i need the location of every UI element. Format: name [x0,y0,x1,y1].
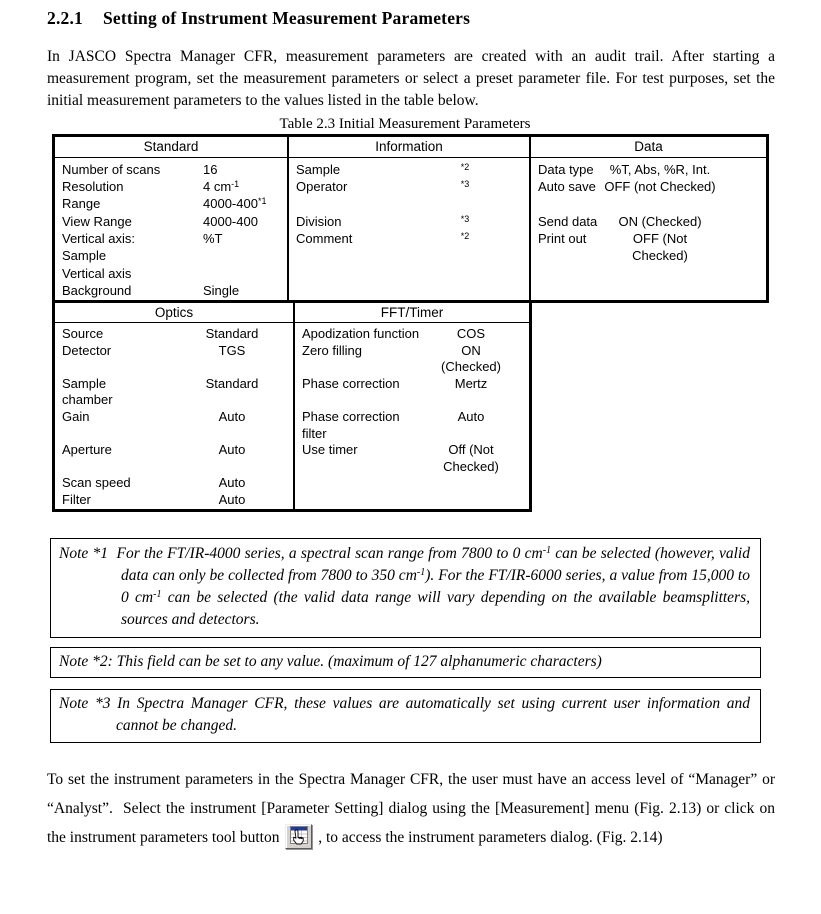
closing-text-after-button: , to access the instrument parameters dialog. (Fig. 2.14) [314,829,663,846]
row-value: Single [203,283,240,299]
row-value: Auto [218,491,246,507]
row-value: ON (Checked) [618,213,702,229]
fft-timer-column-header: FFT/Timer [295,303,529,324]
row-value: Mertz [454,375,488,391]
optics-column-body [55,323,293,509]
row-label: Division [296,213,342,229]
table-row [531,247,766,264]
row-label: Scan speed [62,475,131,491]
row-label: Background [62,283,132,299]
row-value: *2 [460,161,470,172]
table-row [55,247,287,264]
row-value: OFF (Not [632,231,688,247]
table-row [55,282,287,299]
table-row [289,161,529,178]
optics-column-header: Optics [55,303,293,324]
row-value: COS [456,326,486,341]
parameter-setting-hand-icon [287,826,310,847]
row-label: Filter [62,491,91,507]
row-label: Detector [62,342,112,358]
instrument-parameters-tool-button [285,824,312,849]
table-row [289,230,529,247]
table-row [55,475,293,492]
row-value: 16 [203,161,218,177]
note-2-text: Note *2: This field can be set to any value. (maximum of 127 alphanumeric characters) [59,653,602,670]
data-column [531,137,766,300]
table-row [55,343,293,360]
row-value: ON [461,342,481,358]
row-label: Sample [296,161,341,177]
table-row [295,459,529,476]
section-number: 2.2.1 [47,8,83,28]
row-label: Auto save [538,178,596,194]
row-value: TGS [218,342,246,358]
row-value: 4 $cm^{-1}$ [203,178,240,194]
intro-paragraph: In JASCO Spectra Manager CFR, measurement parameters are created with an audit trail. After starting a measurement program, set the measurement parameters or select a preset parameter file. For test purposes, set the initial measurement parameters to the values listed in the table below. [47,48,775,109]
table-row [295,492,529,509]
table-row [55,492,293,509]
section-heading [0,0,821,30]
row-value: Standard [205,375,259,391]
table-row [531,195,766,212]
data-column-header: Data [531,137,766,158]
row-label: Apodization function [302,326,420,341]
row-label: Operator [296,178,348,194]
row-value: Off (Not [448,442,494,458]
row-label: View Range [62,213,132,229]
table-row [55,426,293,443]
table-row [531,213,766,230]
row-label: filter [302,425,327,441]
row-value: Checked) [443,458,499,474]
row-label: Data type [538,161,594,177]
table-row [289,178,529,195]
fft-timer-column-body [295,323,529,509]
information-column-body [289,158,529,300]
table-row [55,326,293,343]
closing-paragraph [47,765,775,852]
row-value: *2 [460,231,470,242]
table-row [55,178,287,195]
table-row [55,359,293,376]
standard-column [55,137,289,300]
row-label: Sample [62,375,107,391]
information-column [289,137,531,300]
row-label: Use timer [302,442,358,458]
row-value: Auto [457,408,485,424]
standard-column-header: Standard [55,137,287,158]
information-column-header: Information [289,137,529,158]
row-label: Phase correction [302,375,400,391]
row-label: Zero filling [302,342,362,358]
standard-column-body [55,158,287,300]
table-row [289,213,529,230]
table-row [289,195,529,212]
table-row [295,409,529,426]
row-label: Aperture [62,442,112,458]
row-label: Comment [296,231,353,247]
table-row [55,195,287,212]
row-label: Vertical axis: [62,231,135,247]
row-value: *3 [460,213,470,224]
row-label: Resolution [62,178,124,194]
row-value: %T [203,231,223,247]
row-label: chamber [62,392,113,408]
row-value: (Checked) [441,359,501,375]
note-3-text: Note *3 In Spectra Manager CFR, these values are automatically set using current user information and cannot be changed. [59,695,750,734]
table-row [55,161,287,178]
closing-text-before-button: To set the instrument parameters in the Spectra Manager CFR, the user must have an access level of “Manager” or “Analyst”. Select the instrument [Parameter Setting] dialog using the [Measurement] menu (Fig. 2.13) or click on the instrument parameters tool button [47,771,775,846]
parameters-table-top [52,134,769,303]
row-value: Auto [218,475,246,491]
row-value: Auto [218,442,246,458]
table-row [295,475,529,492]
table-row [55,392,293,409]
table-row [55,442,293,459]
table-row [295,442,529,459]
optics-column [55,303,295,510]
table-row [295,359,529,376]
table-row [55,459,293,476]
row-label: Number of scans [62,161,161,177]
table-row [55,409,293,426]
fft-timer-column [295,303,529,510]
row-label: Print out [538,231,587,247]
row-value: Auto [218,408,246,424]
row-label: Send data [538,213,598,229]
row-value: OFF (not Checked) [604,178,716,194]
parameters-table-bottom [52,303,532,513]
table-row [295,426,529,443]
row-label: Sample [62,248,107,264]
table-row [55,230,287,247]
row-value: 4000-400$^{*1}$ [203,196,267,212]
table-row [295,343,529,360]
table-row [531,230,766,247]
row-value: *3 [460,178,470,189]
table-row [531,161,766,178]
table-caption: Table 2.3 Initial Measurement Parameters [279,116,531,132]
row-label: Vertical axis [62,265,132,281]
note-1-text: Note *1 For the FT/IR-4000 series, a spectral scan range from 7800 to 0 $cm^{-1}$ can be selected (however, valid data can only be collected from 7800 to 350 $cm^{-1}$). For the FT/IR-6000 series, a value from 15,000 to 0 $cm^{-1}$ can be selected (the valid data range will vary depending on the available beamsplitters, sources and detectors. [59,545,750,628]
row-value: %T, Abs, %R, Int. [609,161,711,177]
table-row [55,376,293,393]
row-label: Range [62,196,101,212]
data-column-body [531,158,766,300]
row-value: Standard [205,326,259,341]
table-row [295,326,529,343]
table-row [531,178,766,195]
table-row [55,213,287,230]
table-row [295,376,529,393]
row-label: Source [62,326,104,341]
table-row [55,265,287,282]
row-label: Phase correction [302,408,400,424]
section-title: Setting of Instrument Measurement Parameters [103,8,471,28]
note-3-box [50,689,761,743]
row-value: Checked) [632,248,688,264]
note-2-box [50,647,761,678]
row-label: Gain [62,408,90,424]
note-1-box [50,538,761,638]
row-value: 4000-400 [203,213,258,229]
table-row [295,392,529,409]
